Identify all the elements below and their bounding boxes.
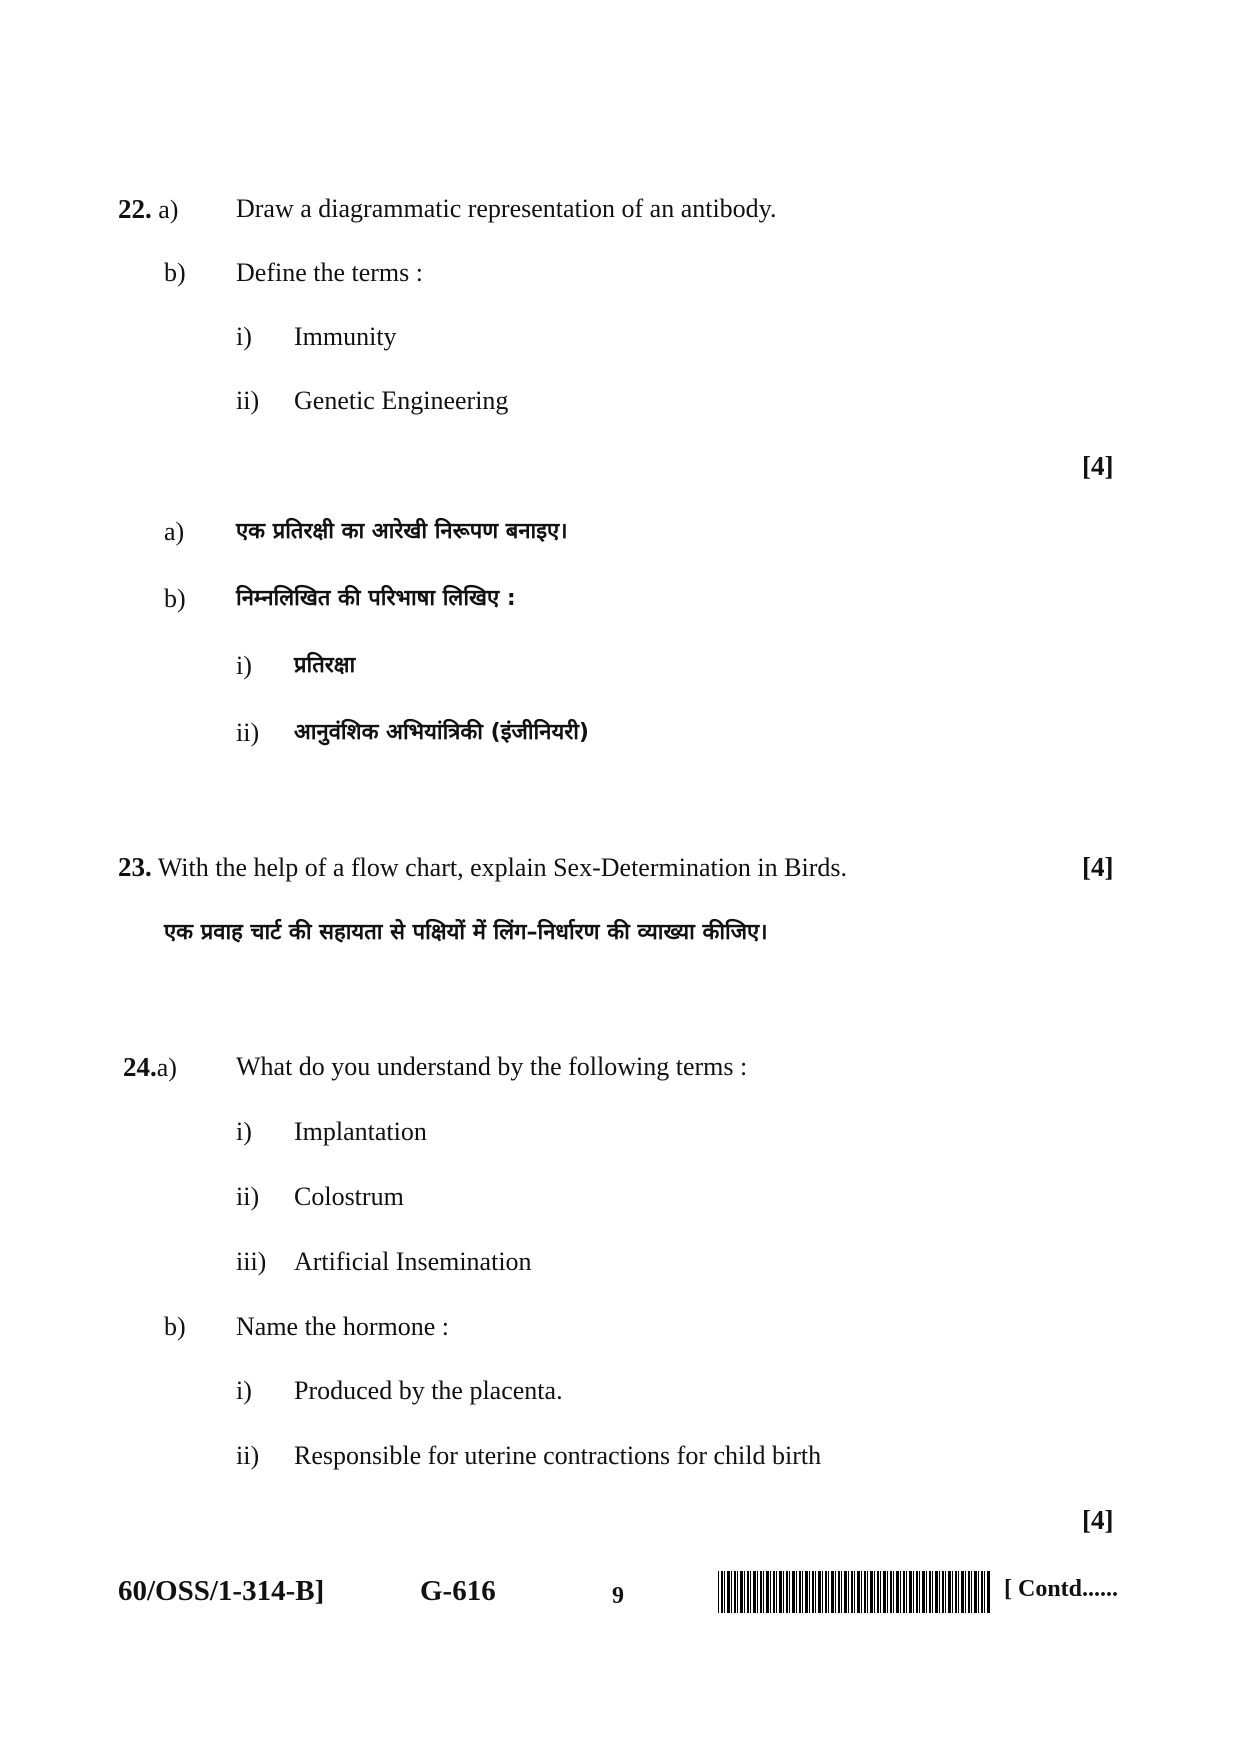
q24-i-text: Implantation xyxy=(294,1117,427,1146)
q22-hi-a-label: a) xyxy=(164,517,185,546)
q22-b-label: b) xyxy=(164,258,186,287)
q22-i-label: i) xyxy=(236,322,252,351)
q24-bi-text: Produced by the placenta. xyxy=(294,1376,563,1405)
q24-ii-label: ii) xyxy=(236,1182,260,1211)
q22-a-text: Draw a diagrammatic representation of an antibody. xyxy=(236,194,777,223)
q24-number-line xyxy=(123,1052,177,1083)
q23-number: 23. xyxy=(118,852,152,882)
q24-bii-text: Responsible for uterine contractions for child birth xyxy=(294,1441,822,1470)
q23-marks: [4] xyxy=(1082,852,1114,882)
q24-b-label: b) xyxy=(164,1312,186,1341)
q22-number: 22. xyxy=(118,194,152,224)
q24-b-text: Name the hormone : xyxy=(236,1312,449,1341)
q22-marks: [4] xyxy=(1082,451,1114,481)
q22-hi-a-text: एक प्रतिरक्षी का आरेखी निरूपण बनाइए। xyxy=(236,519,568,544)
q22-a-label: a) xyxy=(158,195,179,224)
series-code: G-616 xyxy=(420,1575,496,1607)
q22-hi-b-label: b) xyxy=(164,584,186,613)
q24-bii-label: ii) xyxy=(236,1441,260,1470)
q24-marks: [4] xyxy=(1082,1505,1114,1535)
barcode-image xyxy=(718,1571,990,1613)
q24-ii-text: Colostrum xyxy=(294,1182,404,1211)
q24-i-label: i) xyxy=(236,1117,252,1146)
q22-b-text: Define the terms : xyxy=(236,258,423,287)
q22-hi-i-text: प्रतिरक्षा xyxy=(294,653,356,678)
q24-a-text: What do you understand by the following terms : xyxy=(236,1052,748,1081)
q22-hi-i-label: i) xyxy=(236,651,252,680)
q24-number: 24. xyxy=(123,1052,157,1082)
q22-ii-label: ii) xyxy=(236,386,260,415)
contd-label: [ Contd...... xyxy=(1004,1576,1119,1602)
q24-iii-label: iii) xyxy=(236,1247,267,1276)
q22-hi-ii-label: ii) xyxy=(236,718,260,747)
q24-iii-text: Artificial Insemination xyxy=(294,1247,532,1276)
q22-ii-text: Genetic Engineering xyxy=(294,386,509,415)
q23-text: With the help of a flow chart, explain Sex-Determination in Birds. xyxy=(157,853,847,882)
q22-hi-b-text: निम्नलिखित की परिभाषा लिखिए : xyxy=(236,586,516,611)
q22-hi-ii-text: आनुवंशिक अभियांत्रिकी (इंजीनियरी) xyxy=(294,720,589,745)
q22-number-line xyxy=(118,194,178,225)
q24-a-label: a) xyxy=(156,1053,177,1082)
page-number: 9 xyxy=(612,1583,624,1609)
q23-line xyxy=(118,852,847,883)
q22-i-text: Immunity xyxy=(294,322,397,351)
q24-bi-label: i) xyxy=(236,1376,252,1405)
q23-hi-text: एक प्रवाह चार्ट की सहायता से पक्षियों में लिंग–निर्धारण की व्याख्या कीजिए। xyxy=(164,920,768,945)
paper-code: 60/OSS/1-314-B] xyxy=(118,1575,325,1607)
